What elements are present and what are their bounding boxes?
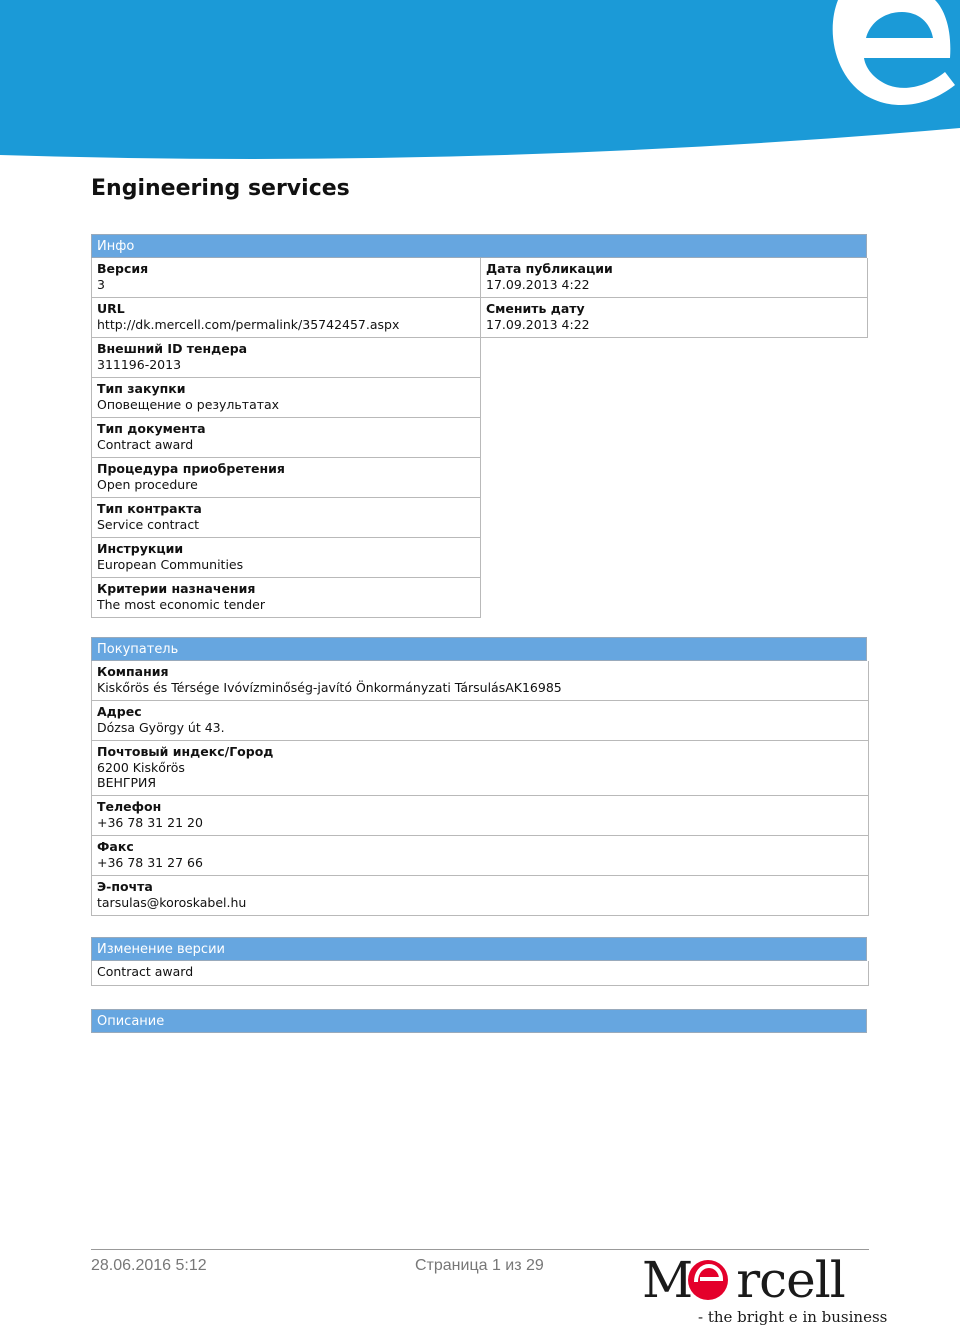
permalink-link[interactable]: http://dk.mercell.com/permalink/35742457.aspx: [97, 316, 400, 332]
logo-wordmark: M rcell: [642, 1251, 845, 1309]
buyer-field-phone: [91, 796, 869, 836]
field-value-city: 6200 Kiskőrös: [97, 759, 185, 775]
field-value-country: ВЕНГРИЯ: [97, 775, 157, 790]
field-value: 3: [97, 276, 105, 292]
field-label: Внешний ID тендера: [97, 341, 248, 356]
field-value: +36 78 31 21 20: [97, 814, 203, 830]
version-change-value-cell: [91, 961, 869, 986]
field-label: Дата публикации: [486, 261, 613, 276]
field-label: Процедура приобретения: [97, 461, 285, 476]
field-label: Э-почта: [97, 879, 153, 894]
info-field-publication-date: [480, 258, 868, 298]
field-label: Инструкции: [97, 541, 184, 556]
info-field-instructions: [91, 538, 481, 578]
info-field-document-type: [91, 418, 481, 458]
logo-tagline: - the bright e in business: [698, 1308, 888, 1326]
info-field-external-id: [91, 338, 481, 378]
footer-print-date: 28.06.2016 5:12: [91, 1257, 207, 1274]
buyer-field-company: [91, 661, 869, 701]
field-value: The most economic tender: [97, 596, 265, 612]
header-banner: [0, 0, 960, 165]
mercell-logo: [642, 1251, 888, 1329]
field-label: Факс: [97, 839, 134, 854]
info-field-procurement-type: [91, 378, 481, 418]
version-change-fields: [91, 961, 869, 986]
footer-page-number: Страница 1 из 29: [415, 1257, 544, 1274]
field-value: Kiskőrös és Térsége Ivóvízminőség-javító Önkormányzati TársulásAK16985: [97, 679, 562, 695]
page-title: Engineering services: [91, 176, 350, 201]
version-change-section-header: Изменение версии: [91, 937, 867, 961]
field-value: Contract award: [97, 964, 194, 979]
info-left-column: [91, 258, 481, 618]
field-value: +36 78 31 27 66: [97, 854, 203, 870]
field-label: Тип контракта: [97, 501, 202, 516]
buyer-field-fax: [91, 836, 869, 876]
description-section-header: Описание: [91, 1009, 867, 1033]
buyer-section-header: Покупатель: [91, 637, 867, 661]
info-field-url: [91, 298, 481, 338]
buyer-field-email: [91, 876, 869, 916]
info-field-contract-type: [91, 498, 481, 538]
info-field-procedure: [91, 458, 481, 498]
field-value: 311196-2013: [97, 356, 182, 372]
buyer-fields: [91, 661, 869, 916]
field-label: Компания: [97, 664, 169, 679]
field-value: Dózsa György út 43.: [97, 719, 225, 735]
field-value: 17.09.2013 4:22: [486, 316, 590, 332]
field-label: Сменить дату: [486, 301, 585, 316]
info-field-change-date: [480, 298, 868, 338]
buyer-field-address: [91, 701, 869, 741]
field-label: Тип закупки: [97, 381, 186, 396]
field-label: Почтовый индекс/Город: [97, 744, 274, 759]
info-section-header: Инфо: [91, 234, 867, 258]
footer-divider: [91, 1249, 869, 1250]
buyer-field-postal: [91, 741, 869, 796]
info-field-version: [91, 258, 481, 298]
field-value: Contract award: [97, 436, 194, 452]
field-value: 17.09.2013 4:22: [486, 276, 590, 292]
field-label: Критерии назначения: [97, 581, 256, 596]
field-value: Service contract: [97, 516, 200, 532]
info-right-column: [480, 258, 868, 338]
field-label: Версия: [97, 261, 149, 276]
info-field-award-criteria: [91, 578, 481, 618]
field-value: Open procedure: [97, 476, 198, 492]
field-label: Тип документа: [97, 421, 206, 436]
field-label: Телефон: [97, 799, 162, 814]
email-link[interactable]: tarsulas@koroskabel.hu: [97, 894, 247, 910]
field-label: URL: [97, 301, 125, 316]
field-value: Оповещение о результатах: [97, 396, 280, 412]
field-value: European Communities: [97, 556, 244, 572]
field-label: Адрес: [97, 704, 142, 719]
